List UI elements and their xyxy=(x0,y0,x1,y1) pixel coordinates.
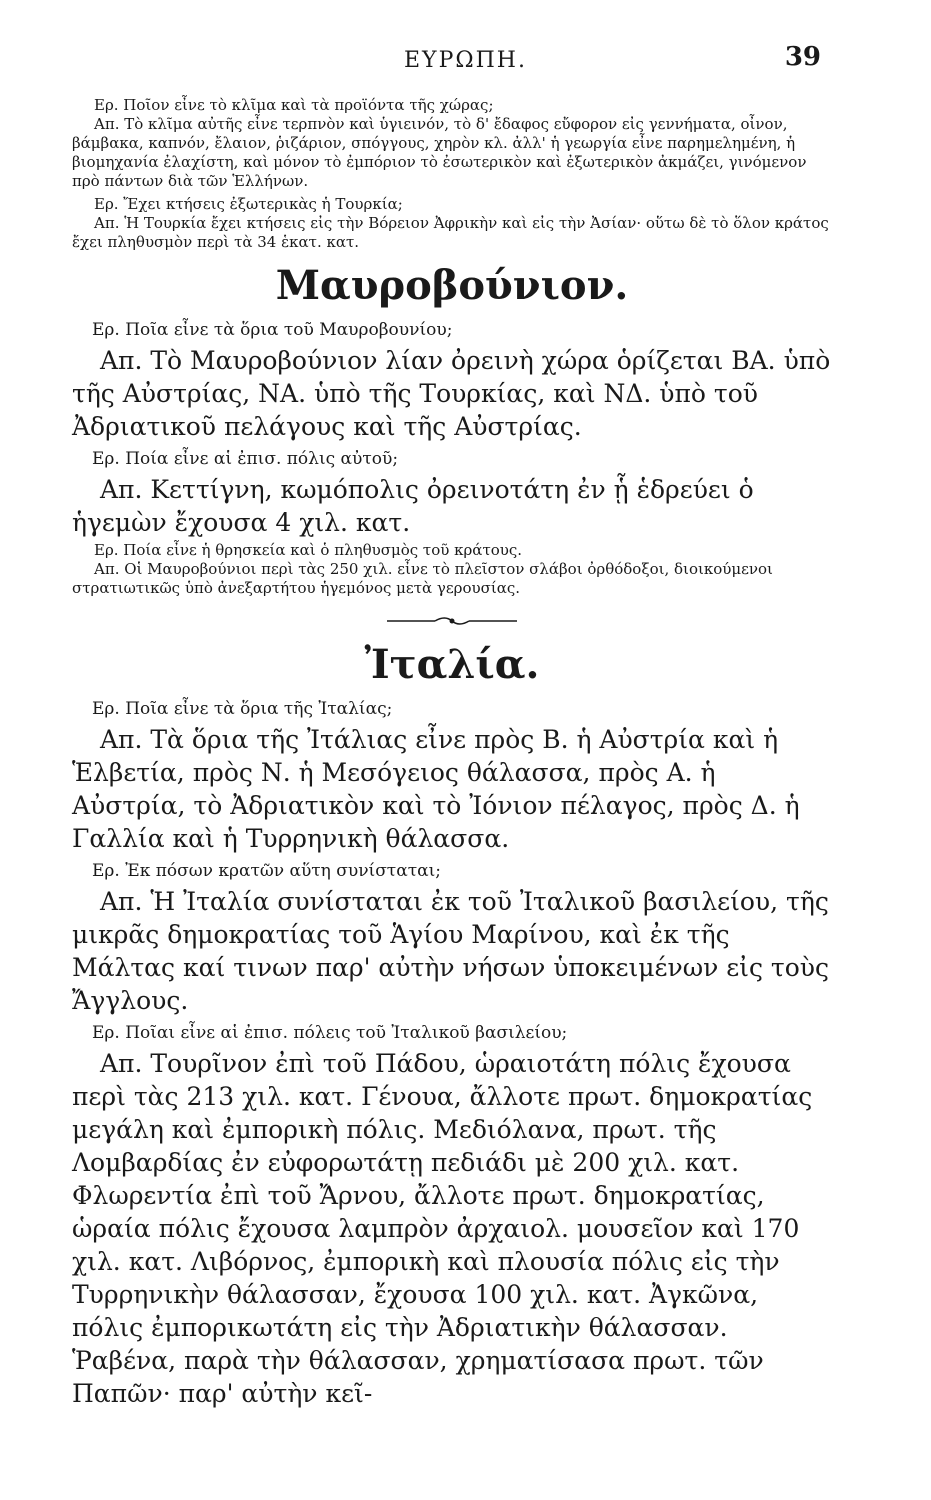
question-states-italy: Ερ. Ἐκ πόσων κρατῶν αὕτη συνίσταται; xyxy=(92,861,441,881)
answer-possessions: Απ. Ἡ Τουρκία ἔχει κτήσεις εἰς τὴν Βόρειον Ἀφρικὴν καὶ εἰς τὴν Ἀσίαν· οὕτω δὲ τὸ ὅλον κράτος ἔχει πληθυσμὸν περὶ τὰ 34 ἑκατ. κατ. xyxy=(72,214,829,251)
question-borders-italy: Ερ. Ποῖα εἶνε τὰ ὅρια τῆς Ἰταλίας; xyxy=(92,699,393,719)
section-divider-ornament xyxy=(72,612,832,631)
question-borders-montenegro: Ερ. Ποῖα εἶνε τὰ ὅρια τοῦ Μαυροβουνίου; xyxy=(92,320,453,340)
page-number: 39 xyxy=(784,42,821,72)
answer-borders-italy: Απ. Τὰ ὅρια τῆς Ἰτάλιας εἶνε πρὸς Β. ἡ Αὐστρία καὶ ἡ Ἑλβετία, πρὸς Ν. ἡ Μεσόγειος θάλασσα, πρὸς Α. ἡ Αὐστρία, τὸ Ἀδριατικὸν καὶ τὸ Ἰόνιον πέλαγος, πρὸς Δ. ἡ Γαλλία καὶ ἡ Τυρρηνικὴ θάλασσα. xyxy=(72,725,800,853)
montenegro-section xyxy=(72,318,832,598)
answer-climate: Απ. Τὸ κλῖμα αὐτῆς εἶνε τερπνὸν καὶ ὑγιεινόν, τὸ δ' ἔδαφος εὔφορον εἰς γεννήματα, οἶνον, βάμβακα, καπνόν, ἔλαιον, ῥιζάριον, σπόγγους, χηρὸν κλ. ἀλλ' ἡ γεωργία εἶνε παρημελημένη, ἡ βιομηχανία ἐλαχίστη, καὶ μόνον τὸ ἐμπόριον τὸ ἐσωτερικὸν καὶ ἐξωτερικὸν ἀκμάζει, γινόμενον πρὸ πάντων διὰ τῶν Ἑλλήνων. xyxy=(72,115,807,190)
running-title: ΕΥΡΩΠΗ. xyxy=(404,48,527,73)
question-climate: Ερ. Ποῖον εἶνε τὸ κλῖμα καὶ τὰ προϊόντα τῆς χώρας; xyxy=(94,96,494,114)
italy-section xyxy=(72,697,832,1410)
question-religion-montenegro: Ερ. Ποία εἶνε ἡ θρησκεία καὶ ὁ πληθυσμὸς τοῦ κράτους. xyxy=(94,541,523,559)
page-body xyxy=(72,96,832,1412)
answer-cities-italy: Απ. Τουρῖνον ἐπὶ τοῦ Πάδου, ὡραιοτάτη πόλις ἔχουσα περὶ τὰς 213 χιλ. κατ. Γένουα, ἄλλοτε πρωτ. δημοκρατίας μεγάλη καὶ ἐμπορικὴ πόλις. Μεδιόλανα, πρωτ. τῆς Λομβαρδίας ἐν εὐφορωτάτῃ πεδιάδι μὲ 200 χιλ. κατ. Φλωρεντία ἐπὶ τοῦ Ἄρνου, ἄλλοτε πρωτ. δημοκρατίας, ὡραία πόλις ἔχουσα λαμπρὸν ἀρχαιολ. μουσεῖον καὶ 170 χιλ. κατ. Λιβόρνος, ἐμπορικὴ καὶ πλουσία πόλις εἰς τὴν Τυρρηνικὴν θάλασσαν, ἔχουσα 100 χιλ. κατ. Ἀγκῶνα, πόλις ἐμπορικωτάτη εἰς τὴν Ἀδριατικὴν θάλασσαν. Ῥαβένα, παρὰ τὴν θάλασσαν, χρηματίσασα πρωτ. τῶν Παπῶν· παρ' αὐτὴν κεῖ- xyxy=(72,1049,813,1408)
answer-cities-montenegro: Απ. Κεττίγνη, κωμόπολις ὀρεινοτάτη ἐν ᾗ ἑδρεύει ὁ ἡγεμὼν ἔχουσα 4 χιλ. κατ. xyxy=(72,475,754,537)
turkey-section xyxy=(72,96,832,252)
question-possessions: Ερ. Ἔχει κτήσεις ἐξωτερικὰς ἡ Τουρκία; xyxy=(94,195,403,213)
question-cities-montenegro: Ερ. Ποία εἶνε αἱ ἐπισ. πόλις αὐτοῦ; xyxy=(92,449,399,469)
question-cities-italy: Ερ. Ποῖαι εἶνε αἱ ἐπισ. πόλεις τοῦ Ἰταλικοῦ βασιλείου; xyxy=(92,1023,568,1043)
answer-religion-montenegro: Απ. Οἱ Μαυροβούνιοι περὶ τὰς 250 χιλ. εἶνε τὸ πλεῖστον σλάβοι ὀρθόδοξοι, διοικούμενοι στρατιωτικῶς ὑπὸ ἀνεξαρτήτου ἡγεμόνος μετὰ γερουσίας. xyxy=(72,560,773,597)
answer-states-italy: Απ. Ἡ Ἰταλία συνίσταται ἐκ τοῦ Ἰταλικοῦ βασιλείου, τῆς μικρᾶς δημοκρατίας τοῦ Ἁγίου Μαρίνου, καὶ ἐκ τῆς Μάλτας καί τινων παρ' αὐτὴν νήσων ὑποκειμένων εἰς τοὺς Ἄγγλους. xyxy=(72,887,830,1015)
section-title-italy: Ἰταλία. xyxy=(364,641,540,688)
page-header xyxy=(0,42,931,82)
section-title-montenegro: Μαυροβούνιον. xyxy=(275,262,629,309)
answer-borders-montenegro: Απ. Τὸ Μαυροβούνιον λίαν ὀρεινὴ χώρα ὁρίζεται ΒΑ. ὑπὸ τῆς Αὐστρίας, ΝΑ. ὑπὸ τῆς Τουρκίας, καὶ ΝΔ. ὑπὸ τοῦ Ἀδριατικοῦ πελάγους καὶ τῆς Αὐστρίας. xyxy=(72,346,831,441)
